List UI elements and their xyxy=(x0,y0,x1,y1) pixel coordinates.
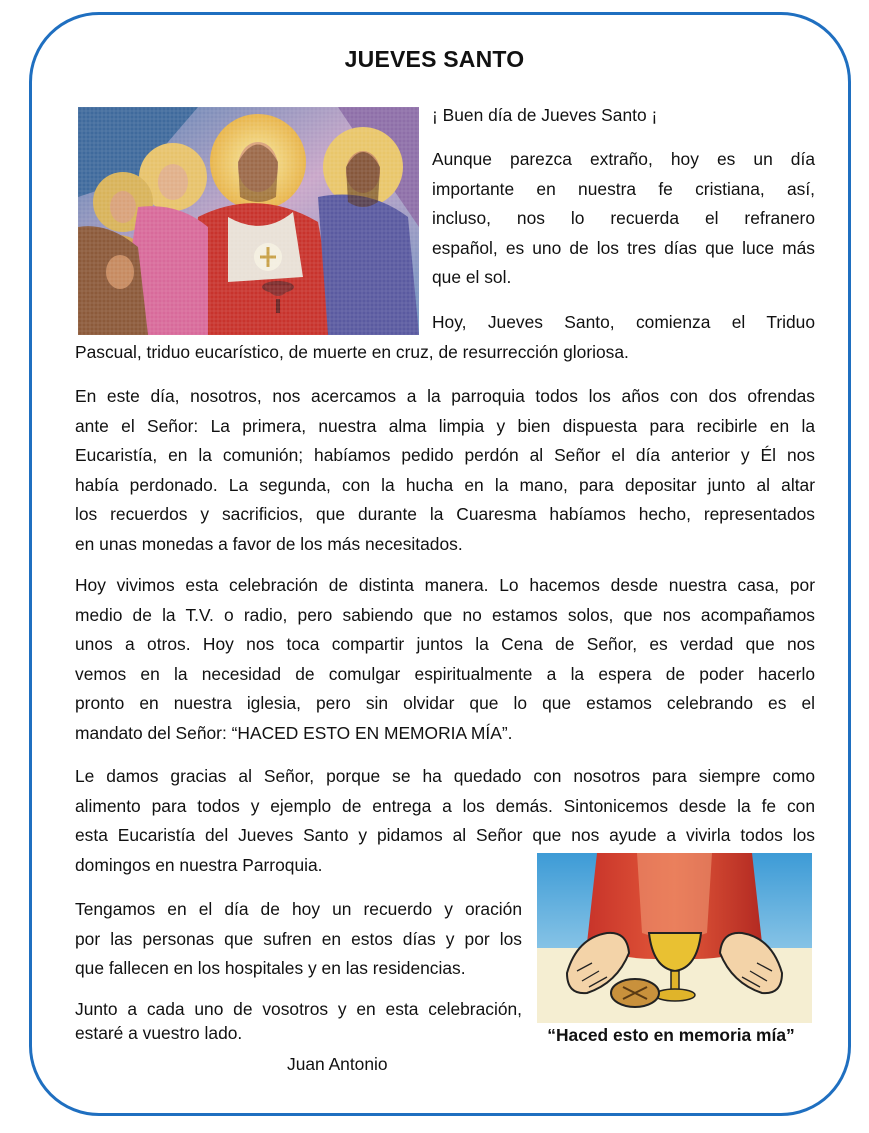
paragraph-line: unos a otros. Hoy nos toca compartir juntos la Cena de Señor, es verdad que nos xyxy=(75,634,815,654)
paragraph-line: en unas monedas a favor de los más necesitados. xyxy=(75,533,463,554)
paragraph-line: esta Eucaristía del Jueves Santo y pidamos al Señor que nos ayude a vivirla todos los xyxy=(75,825,815,845)
paragraph-intro xyxy=(432,145,815,293)
paragraph-line: Eucaristía, en la comunión; habíamos pedido perdón al Señor el día anterior y Él nos xyxy=(75,445,815,465)
hands-chalice-image xyxy=(537,853,812,1023)
greeting-text: ¡ Buen día de Jueves Santo ¡ xyxy=(432,105,658,125)
paragraph-line: había perdonado. La segunda, con la hucha en la mano, para depositar junto al altar xyxy=(75,474,815,495)
paragraph-line: mandato del Señor: “HACED ESTO EN MEMORIA MÍA”. xyxy=(75,722,513,743)
paragraph-despedida xyxy=(75,997,522,1045)
paragraph-oracion xyxy=(75,895,522,984)
paragraph-celebracion xyxy=(75,571,815,748)
paragraph-line: importante en nuestra fe cristiana, así, xyxy=(432,178,815,199)
paragraph-line: estaré a vuestro lado. xyxy=(75,1023,243,1043)
paragraph-line: alimento para todos y ejemplo de entrega a los demás. Sintonicemos desde la fe con xyxy=(75,795,815,816)
paragraph-ofrendas xyxy=(75,382,815,559)
paragraph-line: Hoy vivimos esta celebración de distinta manera. Lo hacemos desde nuestra casa, por xyxy=(75,575,815,595)
paragraph-line: En este día, nosotros, nos acercamos a la parroquia todos los años con dos ofrendas xyxy=(75,386,815,406)
paragraph-line: domingos en nuestra Parroquia. xyxy=(75,854,323,875)
paragraph-line: que fallecen en los hospitales y en las residencias. xyxy=(75,958,466,978)
paragraph-line: Aunque parezca extraño, hoy es un día xyxy=(432,149,815,169)
paragraph-line: medio de la T.V. o radio, pero sabiendo que no estamos solos, que nos acompañamos xyxy=(75,604,815,625)
paragraph-line: los recuerdos y sacrificios, que durante la Cuaresma habíamos hecho, representados xyxy=(75,504,815,524)
paragraph-triduo-line1: Hoy, Jueves Santo, comienza el Triduo xyxy=(432,312,815,332)
paragraph-line: Le damos gracias al Señor, porque se ha quedado con nosotros para siempre como xyxy=(75,766,815,786)
paragraph-line: ante el Señor: La primera, nuestra alma limpia y bien dispuesta para recibirle en la xyxy=(75,415,815,436)
page-title: JUEVES SANTO xyxy=(344,46,525,72)
paragraph-line: por las personas que sufren en estos días y por los xyxy=(75,928,522,949)
last-supper-mosaic-image xyxy=(78,107,419,335)
signature: Juan Antonio xyxy=(287,1054,388,1074)
paragraph-triduo-line2: Pascual, triduo eucarístico, de muerte en cruz, de resurrección gloriosa. xyxy=(75,342,629,362)
paragraph-line: español, es uno de los tres días que luce más xyxy=(432,237,815,258)
paragraph-line: pronto en nuestra iglesia, pero sin olvidar que lo que estamos celebrando es el xyxy=(75,693,815,713)
paragraph-line: vemos en la necesidad de comulgar espiritualmente a la espera de poder hacerlo xyxy=(75,663,815,684)
paragraph-line: incluso, nos lo recuerda el refranero xyxy=(432,208,815,228)
paragraph-line: Tengamos en el día de hoy un recuerdo y oración xyxy=(75,899,522,919)
paragraph-line: que el sol. xyxy=(432,267,512,287)
image-caption: “Haced esto en memoria mía” xyxy=(547,1025,795,1045)
paragraph-line: Junto a cada uno de vosotros y en esta celebración, xyxy=(75,999,522,1019)
